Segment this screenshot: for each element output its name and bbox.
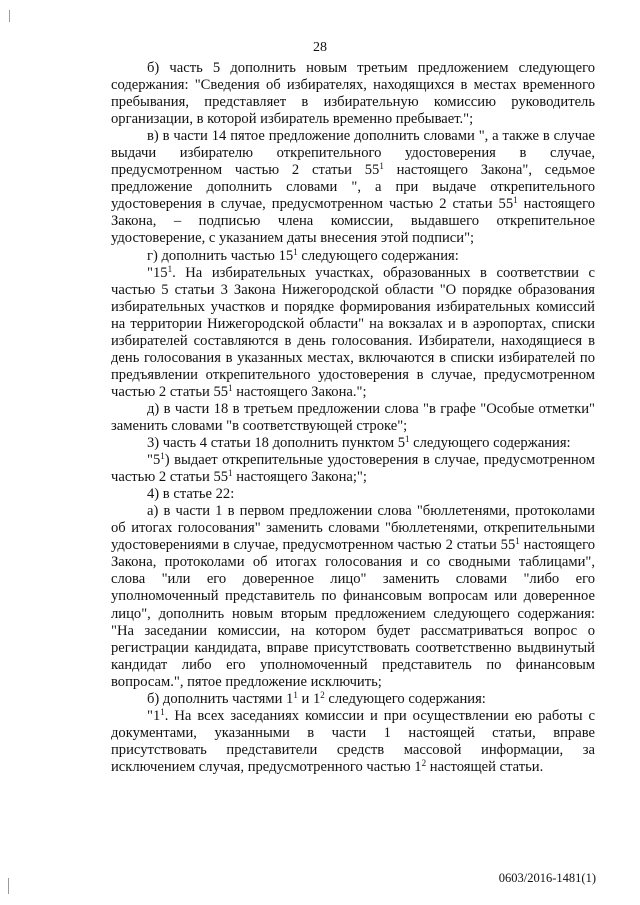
- text-run: и 1: [297, 690, 321, 707]
- text-run: "5: [147, 452, 161, 469]
- text-run: 3) часть 4 статьи 18 дополнить пунктом 5: [147, 435, 406, 452]
- text-run: "1: [147, 707, 161, 724]
- superscript: 1: [167, 263, 173, 274]
- superscript: 2: [320, 689, 325, 700]
- text-run: следующего содержания:: [297, 247, 459, 264]
- text-run: а) в части 1 в первом предложении слова "бюллетенями, протоколами об итогах голосования" заменить словами "бюллетенями, открепительными удостоверениями в случае, предусмотренном частью 2 статьи 55: [111, 503, 595, 554]
- superscript: 1: [405, 434, 410, 445]
- scan-edge-mark-bottom: [8, 878, 9, 894]
- text-run: б) часть 5 дополнить новым третьим предложением следующего содержания: "Сведения об избирателях, находящихся в местах временного пребывания, представляет в избирательную комиссию руководитель организации, в которой избиратель временно пребывает.";: [111, 60, 595, 128]
- paragraph-5: [111, 401, 595, 435]
- text-run: б) дополнить частями 1: [147, 690, 294, 707]
- paragraph-3: [111, 248, 595, 265]
- paragraph-1: [111, 60, 595, 128]
- text-run: д) в части 18 в третьем предложении слова "в графе "Особые отметки" заменить словами "в соответствующей строке";: [111, 400, 595, 434]
- text-run: настоящего Закона.";: [232, 383, 367, 400]
- superscript: 1: [293, 689, 298, 700]
- superscript: 1: [293, 246, 298, 257]
- text-run: г) дополнить частью 15: [147, 247, 294, 264]
- superscript: 1: [160, 706, 165, 717]
- superscript: 1: [228, 468, 233, 479]
- superscript: 1: [160, 451, 165, 462]
- text-run: . На избирательных участках, образованных в соответствии с частью 5 статьи 3 Закона Нижегородской области "О порядке образования избирательных участков и порядке формирования избирательных комиссий на территории Нижегородской области" на вокзалах и в аэропортах, списки избирателей составляются в день голосования. Избиратели, находящиеся в день голосования в указанных местах, включаются в списки избирателей по предъявлении открепительного удостоверения в случае, предусмотренном частью 2 статьи 55: [111, 264, 595, 400]
- text-run: настоящего Закона, – подписью члена комиссии, выдавшего открепительное удостоверение, с указанием даты внесения этой подписи";: [111, 196, 595, 247]
- superscript: 1: [515, 536, 520, 547]
- paragraph-11: [111, 708, 595, 776]
- text-run: настоящей статьи.: [426, 758, 544, 775]
- scan-edge-mark-top: [9, 10, 10, 22]
- text-run: следующего содержания:: [409, 435, 571, 452]
- paragraph-10: [111, 691, 595, 708]
- paragraph-8: [111, 486, 595, 503]
- paragraph-2: [111, 128, 595, 247]
- text-run: следующего содержания:: [324, 690, 486, 707]
- text-run: настоящего Закона, протоколами об итогах голосования и со сводными таблицами", слова "или его доверенное лицо" заменить словами "либо его уполномоченный представитель по финансовым вопросам или доверенное лицо", дополнить новым вторым предложением следующего содержания: "На заседании комиссии, на котором будет рассматриваться вопрос о регистрации кандидата, вправе присутствовать соответственно выдвинутый кандидат либо его уполномоченный представитель по финансовым вопросам.", пятое предложение исключить;: [111, 537, 595, 690]
- paragraph-6: [111, 435, 595, 452]
- paragraph-4: [111, 265, 595, 401]
- document-body: [111, 60, 595, 776]
- text-run: настоящего Закона;";: [232, 469, 367, 486]
- superscript: 2: [421, 757, 427, 768]
- superscript: 1: [228, 382, 233, 393]
- text-run: настоящего Закона", седьмое предложение дополнить словами ", а при выдаче открепительного удостоверения в случае, предусмотренном частью 2 статьи 55: [111, 162, 595, 213]
- document-code: 0603/2016-1481(1): [498, 871, 596, 885]
- superscript: 1: [513, 195, 518, 206]
- paragraph-9: [111, 503, 595, 691]
- page-number: 28: [313, 40, 327, 55]
- superscript: 1: [379, 161, 384, 172]
- paragraph-7: [111, 452, 595, 486]
- text-run: "15: [147, 264, 168, 281]
- text-run: ) выдает открепительные удостоверения в случае, предусмотренном частью 2 статьи 55: [111, 452, 595, 486]
- text-run: 4) в статье 22:: [147, 486, 235, 503]
- text-run: в) в части 14 пятое предложение дополнить словами ", а также в случае выдачи избирателю открепительного удостоверения в случае, предусмотренном частью 2 статьи 55: [111, 128, 595, 179]
- text-run: . На всех заседаниях комиссии и при осуществлении ею работы с документами, указанными в части 1 настоящей статьи, вправе присутствовать представители средств массовой информации, за исключением случая, предусмотренного частью 1: [111, 707, 595, 775]
